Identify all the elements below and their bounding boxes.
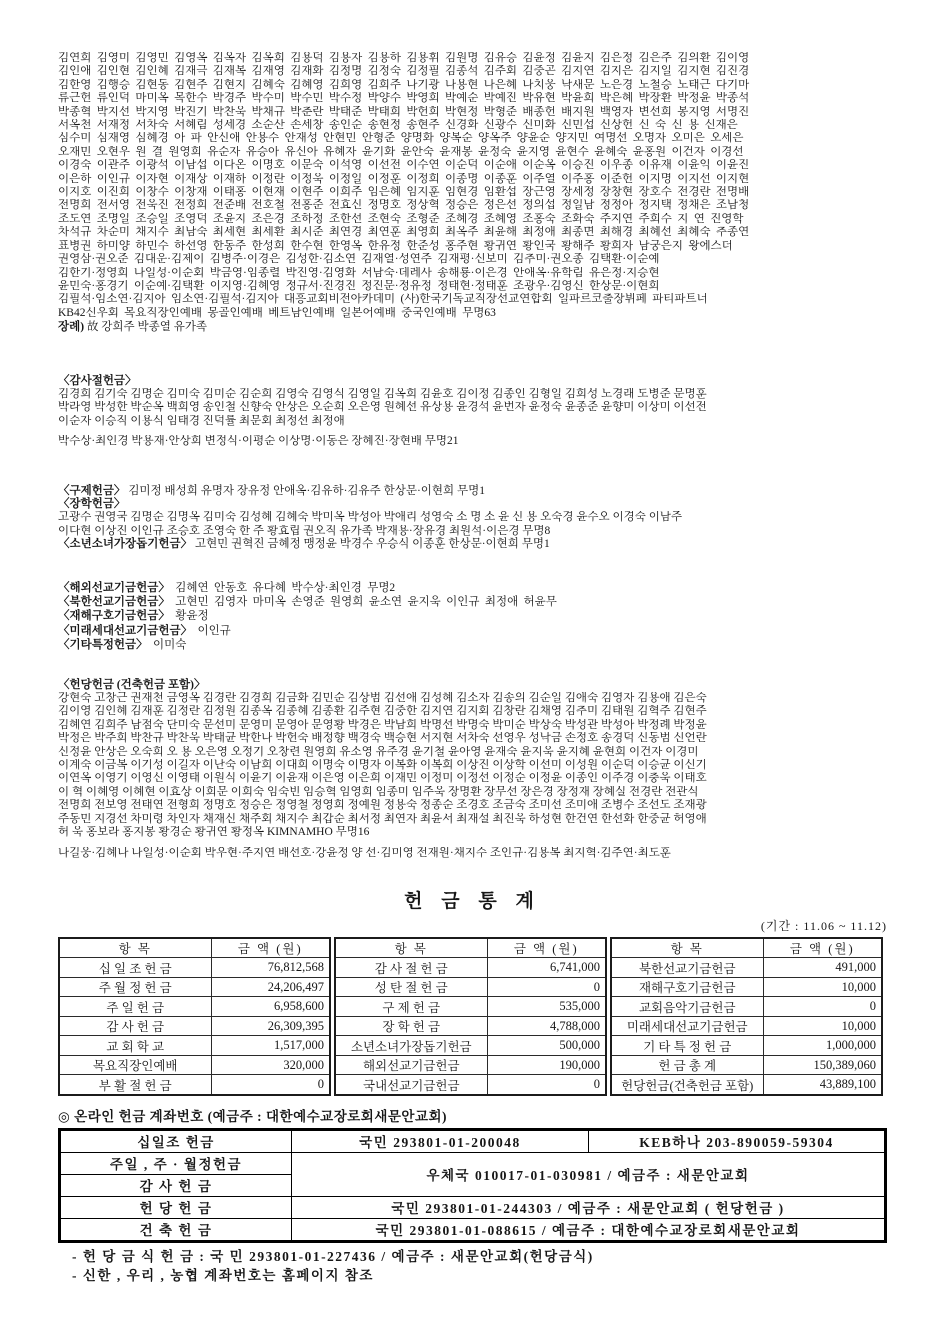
dedication-name-line: 이연옥 이영기 이영신 이영태 이원식 이윤기 이윤재 이은영 이은희 이재민 이정미 이정선 이정순 이정윤 이종인 이주경 이충욱 이태호 [58,772,707,785]
stats-item-cell: 기 타 특 정 헌 금 [611,1036,763,1056]
stats-row [611,977,882,997]
stats-row [611,997,882,1017]
stats-amount-cell: 6,958,600 [211,997,330,1017]
thanksgiving-name-line: 이순자 이승직 이용식 임태경 진덕률 최문회 최정선 최정애 [58,414,345,427]
dedication-name-line: 허 욱 홍보라 홍지봉 황경순 황귀연 황정옥 KIMNAMHO 무명16 [58,826,370,839]
stats-row [335,977,606,997]
stats-item-cell: 목요직장인예배 [59,1055,211,1075]
fund-northkorea [58,595,887,609]
stats-header-item: 항 목 [611,938,763,958]
relief-names: 김미정 배성희 유명자 장유정 안애옥·김유하·김유주 한상문·이현희 무명1 [128,484,485,497]
fund-disaster [58,609,887,623]
section-dedication-title: 〈헌당헌금 (건축헌금 포함)〉 [58,678,206,691]
stats-header-item: 항 목 [335,938,487,958]
stats-amount-cell: 0 [487,1075,606,1095]
stats-item-cell: 주 월 정 헌 금 [59,977,211,997]
stats-item-cell: 교 회 학 교 [59,1036,211,1056]
thanksgiving-couples-line: 박수상·최인경 박용재·안상희 변정식·이평순 이상명·이동은 장혜진·장현배 무명21 [58,435,459,448]
funeral-notice [58,321,887,334]
stats-row [59,997,330,1017]
stats-row [59,1055,330,1075]
stats-item-cell: 재해구호기금헌금 [611,977,763,997]
fund-disaster-names: 황윤정 [175,610,209,623]
stats-row [59,977,330,997]
donor-name-line: 김필석·임소연·김지아 임소연·김필석·김지아 대흥교회비전아카데미 (사)한국기독교직장선교연합회 일파르코출장뷔페 파티파트너 [58,293,708,306]
stats-header-amount: 금 액 (원) [487,938,606,958]
account-row-postoffice: 우체국 010017-01-030981 / 예금주 : 새문안교회 [292,1152,886,1196]
donor-name-line: 권영삼·권오준 김대운·김제이 김병주·이경은 김성한·김소연 김재열·성연주 김재평·신보미 김추미·권오종 김택환·이순예 [58,253,660,266]
stats-row [59,1075,330,1095]
stats-item-cell: 부 활 절 헌 금 [59,1075,211,1095]
dedication-name-line: 전명희 전보영 전태연 전형희 정명호 정승은 정영철 정영희 정예원 정용숙 정종순 조경호 조금숙 조미선 조미애 조병수 조선도 조재광 [58,799,707,812]
donor-name-line: 이경숙 이관주 이광석 이남섭 이다온 이명호 이문숙 이석영 이선전 이수연 이순덕 이순애 이순옥 이승진 이우종 이유재 이윤익 이윤진 [58,159,750,172]
stats-row [611,1036,882,1056]
fund-special-names: 이미숙 [153,639,187,652]
section-relief [58,485,887,498]
section-thanksgiving [58,375,887,449]
stats-row [335,958,606,978]
dedication-name-line: 강현숙 고창근 권재천 금영옥 김경란 김경희 김금화 김민순 김상범 김선애 김성혜 김소자 김송의 김순일 김애숙 김영자 김용애 김은숙 [58,692,707,705]
dedication-name-line: 김혜연 김희주 남점숙 단미숙 문선미 문영미 문영아 문영황 박경은 박남희 박명선 박명숙 박미순 박상숙 박성관 박성아 박정례 박정윤 [58,718,707,731]
stats-row [611,1075,882,1095]
donor-name-line: 김인애 김인현 김인혜 김재극 김재복 김재영 김재화 김정명 김정숙 김정필 김종석 김주회 김중곤 김지연 김지은 김지일 김지현 김진경 [58,65,750,78]
account-row-tithe-label: 십일조 헌금 [60,1129,292,1152]
stats-row [335,1036,606,1056]
donor-name-line: 심수미 심재영 심혜경 아 파 안신애 안용수 안재성 안현민 안형준 양명화 양복순 양옥주 양윤순 양지민 여명선 오명자 오미은 오세은 [58,132,744,145]
stats-amount-cell: 190,000 [487,1055,606,1075]
fund-northkorea-names: 고현민 김영자 마미옥 손영준 원영희 윤소연 윤지욱 이인규 최정애 허윤무 [175,596,557,608]
stats-amount-cell: 150,389,060 [763,1055,882,1075]
scholarship-name-line: 이다현 이상진 이인규 조승호 조영숙 한 주 황효립 권오직 유가족 박재용·장유경 최원석·이은경 무명8 [58,524,551,537]
stats-amount-cell: 43,889,100 [763,1075,882,1095]
fund-northkorea-title: 〈북한선교기금헌금〉 [58,596,170,608]
stats-item-cell: 소년소녀가장돕기헌금 [335,1036,487,1056]
account-row-dedication-value: 국민 293801-01-244303 / 예금주 : 새문안교회 ( 헌당헌금 ) [292,1196,886,1218]
stats-item-cell: 감 사 절 헌 금 [335,958,487,978]
thanksgiving-name-lines [58,388,887,428]
stats-period: (기간 : 11.06 ~ 11.12) [760,918,887,933]
donor-name-line: 박종혁 박지선 박지영 박진기 박찬욱 박채규 박춘란 박태준 박태희 박헌희 박현정 박형준 배종헌 배지원 백영자 변선희 봉지영 서명진 [58,105,750,118]
funeral-label: 장례) [58,321,85,334]
stats-amount-cell: 26,309,395 [211,1016,330,1036]
dedication-name-line: 이 혁 이혜영 이혜현 이효상 이희문 이희숙 임숙빈 임승혁 임영희 임종미 임주욱 장명환 장무선 장은경 장정재 장혜실 전경란 전관식 [58,785,699,798]
stats-row [335,1016,606,1036]
account-row-gratitude-label: 감 사 헌 금 [60,1174,292,1196]
fund-special-title: 〈기타특정헌금〉 [58,639,148,652]
donor-name-line: 전명희 전서영 전욱진 전정희 전준배 전호철 전홍준 전효신 정명호 정상혁 정승은 정은선 정의섭 정일남 정정아 정지택 정채은 조남청 [58,199,750,212]
fund-future-names: 이인규 [197,624,231,637]
section-thanksgiving-title: 〈감사절헌금〉 [58,374,137,387]
stats-row [611,958,882,978]
stats-item-cell: 교회음악기금헌금 [611,997,763,1017]
stats-item-cell: 북한선교기금헌금 [611,958,763,978]
donor-name-line: 류근헌 류인덕 마미옥 목한수 박경주 박수미 박수민 박수정 박양수 박영희 박예순 박예진 박유현 박윤희 박은혜 박장환 박정윤 박종석 [58,92,750,105]
dedication-name-line: 신정윤 안상은 오숙희 오 용 오은영 오정기 오창련 원영희 유소영 유주경 윤기철 윤아영 윤재숙 윤지욱 윤지혜 윤현희 이건자 이경미 [58,745,699,758]
stats-row [335,1075,606,1095]
stats-item-cell: 장 학 헌 금 [335,1016,487,1036]
stats-item-cell: 구 제 헌 금 [335,997,487,1017]
thanksgiving-name-line: 김경희 김기숙 김명순 김미숙 김미순 김순희 김영숙 김영식 김영일 김옥희 김윤호 김이정 김종인 김형일 김희성 노경래 도병준 문명훈 [58,387,707,400]
stats-title: 헌 금 통 계 [404,890,541,912]
fund-disaster-title: 〈재해구호기금헌금〉 [58,610,170,623]
dedication-name-lines [58,692,887,839]
donor-name-line: 오재민 오현우 원 결 원영희 유순자 유승아 유신아 유혜자 윤기화 윤안숙 윤재봉 윤정숙 윤지영 윤현수 윤혜숙 윤홍원 이건자 이경선 [58,145,744,158]
stats-amount-cell: 500,000 [487,1036,606,1056]
stats-amount-cell: 491,000 [763,958,882,978]
stats-amount-cell: 6,741,000 [487,958,606,978]
stats-amount-cell: 76,812,568 [211,958,330,978]
stats-item-cell: 감 사 헌 금 [59,1016,211,1036]
accounts-note-line: - 신한 , 우리 , 농협 계좌번호는 홈페이지 참조 [72,1267,374,1283]
account-row-tithe-kookmin: 국민 293801-01-200048 [292,1129,589,1152]
stats-item-cell: 국내선교기금헌금 [335,1075,487,1095]
stats-header-amount: 금 액 (원) [211,938,330,958]
section-relief-title: 〈구제헌금〉 [58,484,126,497]
stats-row [59,1036,330,1056]
stats-amount-cell: 0 [763,997,882,1017]
section-dedication [58,679,887,860]
stats-item-cell: 성 탄 절 헌 금 [335,977,487,997]
stats-row [611,1016,882,1036]
section-children-fund-title: 〈소년소녀가장돕기헌금〉 [58,538,193,551]
stats-item-cell: 헌 금 총 계 [611,1055,763,1075]
stats-item-cell: 헌당헌금(건축헌금 포함) [611,1075,763,1095]
accounts-note-line: - 헌 당 금 식 헌 금 : 국 민 293801-01-227436 / 예금주 : 새문안교회(헌당금식) [72,1248,594,1264]
donor-name-line: 이지호 이진희 이창수 이창재 이태홍 이현재 이현주 이희주 임은혜 임지훈 임현경 임환섭 장근영 장세정 장창현 장호수 전경란 전명배 [58,186,750,199]
fund-special [58,638,887,652]
stats-item-cell: 미래세대선교기금헌금 [611,1016,763,1036]
fund-future-title: 〈미래세대선교기금헌금〉 [58,624,193,637]
stats-amount-cell: 4,788,000 [487,1016,606,1036]
section-scholarship [58,498,887,538]
donor-name-line: 김한영 김행승 김현동 김현주 김현지 김혜숙 김혜영 김희영 김희주 나기광 나용현 나은혜 나치웅 낙새문 노은경 노철승 노태근 다기마 [58,78,750,91]
accounts-table [58,1128,887,1243]
stats-item-cell: 해외선교기금헌금 [335,1055,487,1075]
donor-name-line: 조도연 조명일 조승일 조영덕 조윤지 조은경 조하정 조한선 조현숙 조형준 조혜경 조혜영 조홍숙 조화숙 주지연 주희수 지 연 진영학 [58,212,744,225]
stats-row [335,997,606,1017]
dedication-name-line: 박정은 박주희 박찬규 박찬욱 박태균 박한나 박헌숙 배정향 백경숙 백승현 서지현 서차숙 선영우 성낙금 손정호 송경덕 신동범 신언란 [58,732,707,745]
stats-amount-cell: 10,000 [763,1016,882,1036]
section-children-fund [58,538,887,551]
dedication-name-line: 주동민 지경선 차미령 차인자 채재신 채주회 채지수 최갑순 최서정 최연자 최윤서 최재설 최진욱 하성현 한건연 한선화 한중균 허영애 [58,812,707,825]
account-row-dedication-label: 헌 당 헌 금 [60,1196,292,1218]
scholarship-name-line: 고광수 권영국 김명순 김명옥 김미숙 김성혜 김혜숙 박미옥 박성아 박애리 성영숙 소 명 소 윤 신 용 오숙경 윤수오 이경숙 이남주 [58,511,683,524]
fund-overseas [58,581,887,595]
stats-amount-cell: 535,000 [487,997,606,1017]
dedication-name-line: 김이영 김인혜 김재훈 김정란 김정원 김종옥 김종혜 김종환 김주현 김중한 김지연 김지회 김창란 김채영 김추미 김태원 김혁주 김현주 [58,705,707,718]
stats-amount-cell: 320,000 [211,1055,330,1075]
account-row-building-value: 국민 293801-01-088615 / 예금주 : 대한예수교장로회새문안교회 [292,1218,886,1241]
stats-amount-cell: 0 [211,1075,330,1095]
thanksgiving-name-line: 박라영 박성한 박순옥 백희영 송인철 신향숙 안상은 오순희 오은영 원혜선 유상용 윤경석 윤번자 윤정숙 윤종준 윤향미 이상미 이선전 [58,401,707,414]
dedication-name-line: 이계숙 이금복 이기성 이길자 이난숙 이남희 이대희 이명숙 이명자 이복화 이복희 이상진 이상학 이선미 이성원 이순덕 이승균 이신기 [58,759,707,772]
donor-name-line: 윤민숙·홍경기 이순예·김택환 이지영·김혜영 정규서·진경진 정진문·정유정 정태현·정태훈 조광우·김영신 한상문·이현희 [58,279,660,292]
stats-item-cell: 십 일 조 헌 금 [59,958,211,978]
stats-row [335,1055,606,1075]
stats-header-amount: 금 액 (원) [763,938,882,958]
account-row-weekly-label: 주일 , 주 · 월정헌금 [60,1152,292,1174]
donor-name-line: 김한기·정영희 나일성·이순회 박금영·임종렬 박진영·김영화 서남숙·데레사 송해룡·이은경 안애옥·유학림 유은정·지승현 [58,266,660,279]
stats-header-item: 항 목 [59,938,211,958]
donor-name-line: 표병권 하미양 하민수 하선영 한동주 한성희 한수현 한영옥 한유정 한준성 홍주현 황귀연 황인국 황해주 황희자 남궁은지 왕에스더 [58,239,733,252]
donor-name-line: 차석규 차순미 채지수 최남숙 최세현 최세환 최시준 최연경 최연훈 최영희 최옥주 최윤해 최정애 최종면 최해경 최혜선 최혜숙 추종연 [58,226,750,239]
accounts-heading: ◎ 온라인 헌금 계좌번호 (예금주 : 대한예수교장로회새문안교회) [58,1108,448,1124]
stats-item-cell: 주 일 헌 금 [59,997,211,1017]
stats-table-group2 [334,937,607,1096]
stats-amount-cell: 24,206,497 [211,977,330,997]
fund-overseas-names: 김혜연 안동호 유다혜 박수상·최인경 무명2 [175,581,396,594]
section-scholarship-title: 〈장학헌금〉 [58,497,126,510]
stats-row [59,1016,330,1036]
stats-row [611,1055,882,1075]
stats-table-group1 [58,937,331,1096]
stats-amount-cell: 10,000 [763,977,882,997]
stats-table [58,937,887,1096]
scholarship-name-lines [58,511,887,538]
section-mission-funds [58,581,887,653]
fund-future [58,624,887,638]
account-row-building-label: 건 축 헌 금 [60,1218,292,1241]
stats-amount-cell: 1,000,000 [763,1036,882,1056]
account-row-tithe-kebhana: KEB하나 203-890059-59304 [589,1129,886,1152]
donor-name-line: KB42신우회 목요직장인예배 몽골인예배 베트남인예배 일본어예배 중국인예배 무명63 [58,306,496,319]
stats-row [59,958,330,978]
accounts-notes [58,1247,887,1285]
stats-table-group3 [610,937,883,1096]
donor-name-block [58,52,887,320]
donor-name-line: 이은하 이인규 이자현 이재상 이재하 이정란 이정욱 이정일 이정훈 이정희 이종명 이종훈 이주열 이주홍 이준헌 이지명 이지선 이지현 [58,172,750,185]
fund-overseas-title: 〈해외선교기금헌금〉 [58,581,170,594]
dedication-couples-line: 나길웅·김혜나 나일성·이순회 박우현·주지연 배선호·강윤정 양 선·김미영 전재원·채지수 조인규·김용복 최지혁·김주연·최도훈 [58,846,671,859]
funeral-text: 故 강희주 박종열 유가족 [86,321,208,334]
stats-amount-cell: 0 [487,977,606,997]
children-fund-names: 고현민 권혁진 금혜정 맹정윤 박경수 우승식 이종훈 한상문·이현희 무명1 [194,538,550,551]
donor-name-line: 서옥천 서재정 서차숙 서혜림 성세경 소순산 손세창 송인순 송현정 송현주 신경화 신광수 신미화 신민섭 신상헌 신 숙 신 용 신재은 [58,119,738,132]
stats-amount-cell: 1,517,000 [211,1036,330,1056]
donor-name-line: 김연희 김영미 김영민 김영옥 김옥자 김옥희 김용덕 김용자 김용하 김용휘 김원명 김유승 김윤정 김윤지 김은정 김은주 김의환 김이영 [58,52,750,64]
